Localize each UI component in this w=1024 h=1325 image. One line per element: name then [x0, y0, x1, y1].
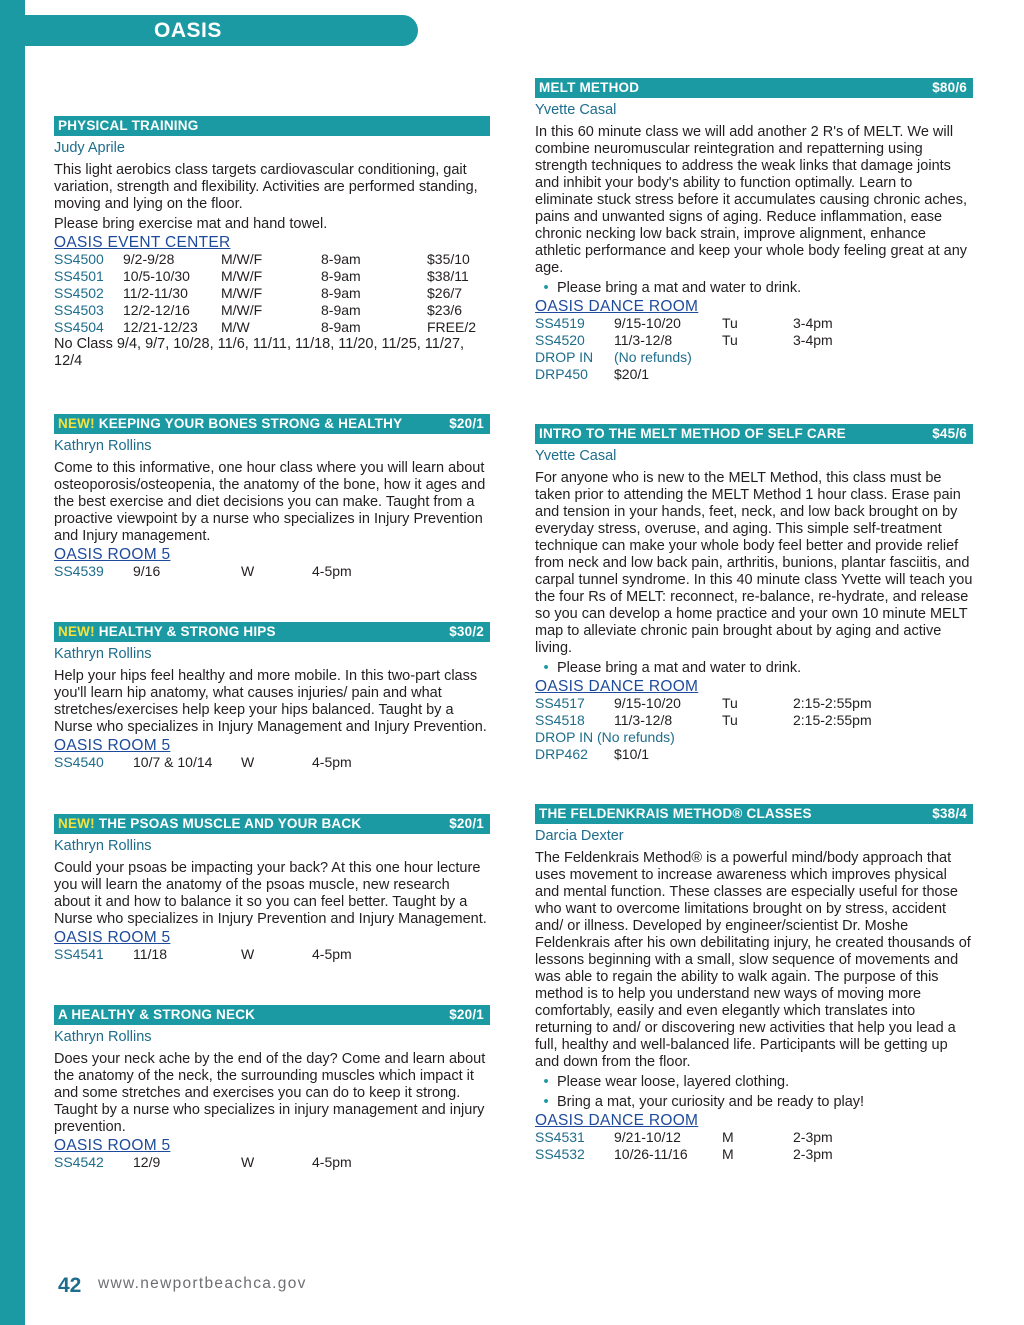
class-code: SS4531	[535, 1129, 585, 1145]
class-description: This light aerobics class targets cardiovascular conditioning, gait variation, strength and flexibility. Activities are performed standing, moving and lying on the floor.	[54, 162, 478, 212]
instructor-name: Kathryn Rollins	[54, 838, 152, 854]
class-physical-training	[54, 116, 490, 370]
class-days: M/W	[221, 319, 250, 335]
class-dates: 12/2-12/16	[123, 302, 190, 318]
class-title: A HEALTHY & STRONG NECK	[58, 1007, 256, 1022]
drop-in-fee: $20/1	[614, 366, 650, 382]
class-days: Tu	[722, 315, 738, 331]
bullet-item	[535, 660, 973, 677]
class-dates: 11/18	[133, 946, 167, 962]
bullet-item	[535, 1094, 973, 1111]
class-title: INTRO TO THE MELT METHOD OF SELF CARE	[539, 426, 846, 441]
class-days: M/W/F	[221, 251, 263, 267]
instructor-name: Judy Aprile	[54, 140, 125, 156]
class-dates: 9/2-9/28	[123, 251, 175, 267]
class-code: SS4532	[535, 1146, 585, 1162]
location-link[interactable]: OASIS ROOM 5	[54, 929, 171, 946]
schedule-row	[535, 695, 973, 712]
class-fee: $26/7	[427, 285, 463, 301]
class-description: Could your psoas be impacting your back? At this one hour lecture you will learn the anatomy of the psoas muscle, new research about it and how to balance it so you can feel better. Taught by a Nurse who specializes in Injury Prevention and Injury Management.	[54, 860, 487, 927]
drop-in-fee-row	[535, 746, 973, 763]
drop-in-row	[535, 349, 973, 366]
class-description: In this 60 minute class we will add another 2 R's of MELT. We will combine neuromuscular reintegration and repatterning using strength techniques to address the weak links that damage joints and inhibit your body's ability to function optimally. Learn to eliminate stuck stress before it accumulates causing chronic aches, pains and unwanted signs of aging. Reduce inflammation, ease chronic necking low back strain, improve alignment, enhance athletic performance and keep your whole body feeling great at any age.	[535, 124, 968, 276]
class-price: $80/6	[932, 80, 967, 95]
bullet-dot: •	[543, 1094, 549, 1110]
class-days: Tu	[722, 695, 738, 711]
bullet-dot: •	[543, 1074, 549, 1090]
new-badge: NEW!	[58, 624, 95, 639]
class-fee: $23/6	[427, 302, 463, 318]
schedule-row	[54, 946, 490, 963]
class-dates: 9/16	[133, 563, 161, 579]
class-title: HEALTHY & STRONG HIPS	[98, 624, 276, 639]
bullet-item	[535, 1074, 973, 1091]
class-description: For anyone who is new to the MELT Method, this class must be taken prior to attending the MELT Method 1 hour class. Erase pain and tension in your hands, feet, neck, and low back brought on by everyday stress, overuse, and aging. This simple self-treatment technique can make your whole body feel better and provide relief from neck and low back pain, arthritis, bunions, plantar fasciitis, and carpal tunnel syndrome. In this 40 minute class Yvette will teach you the four Rs of MELT: reconnect, re-balance, re-hydrate, and release so you can develop a home practice and your own 10 minute MELT map to alleviate chronic pain brought about by aging and active living.	[535, 470, 973, 656]
class-title-bar	[54, 814, 490, 834]
class-time: 4-5pm	[312, 946, 352, 962]
class-days: Tu	[722, 332, 738, 348]
class-dates: 9/21-10/12	[614, 1129, 681, 1145]
class-title-bar	[535, 78, 973, 98]
class-fee: FREE/2	[427, 319, 477, 335]
class-time: 8-9am	[321, 268, 361, 284]
bullet-dot: •	[543, 280, 549, 296]
class-price: $20/1	[449, 1007, 484, 1022]
drop-in-code: DRP450	[535, 366, 588, 382]
class-days: M	[722, 1146, 734, 1162]
page-number: 42	[58, 1274, 82, 1297]
class-code: SS4501	[54, 268, 104, 284]
location-link[interactable]: OASIS DANCE ROOM	[535, 678, 699, 695]
class-dates: 12/21-12/23	[123, 319, 198, 335]
schedule-row	[54, 251, 490, 268]
class-description: Help your hips feel healthy and more mobile. In this two-part class you'll learn hip anatomy, what causes injuries/ pain and what stretches/exercises help keep your hips balanced. Taught by a Nurse who specializes in Injury Management and Injury Prevention.	[54, 668, 487, 735]
bullet-text: Please wear loose, layered clothing.	[557, 1074, 790, 1090]
class-time: 2-3pm	[793, 1129, 833, 1145]
class-code: SS4500	[54, 251, 104, 267]
class-days: W	[241, 754, 255, 770]
class-title-bar	[54, 116, 490, 136]
class-title-bar	[54, 1005, 490, 1025]
class-time: 2-3pm	[793, 1146, 833, 1162]
class-code: SS4502	[54, 285, 104, 301]
drop-in-label: DROP IN	[535, 349, 594, 365]
class-price: $30/2	[449, 624, 484, 639]
drop-in-fee: $10/1	[614, 746, 650, 762]
class-time: 4-5pm	[312, 1154, 352, 1170]
class-days: M/W/F	[221, 268, 263, 284]
class-note: Please bring exercise mat and hand towel.	[54, 216, 328, 232]
class-days: W	[241, 946, 255, 962]
schedule-row	[54, 1154, 490, 1171]
instructor-name: Darcia Dexter	[535, 828, 624, 844]
class-description: Does your neck ache by the end of the day? Come and learn about the anatomy of the neck, the surrounding muscles which impact it and some stretches and exercises you can do to keep it strong. Taught by a nurse who specializes in injury management and injury prevention.	[54, 1051, 486, 1135]
class-code: SS4503	[54, 302, 104, 318]
class-title-bar	[535, 804, 973, 824]
class-title-bar	[54, 414, 490, 434]
class-days: M	[722, 1129, 734, 1145]
class-days: Tu	[722, 712, 738, 728]
class-code: SS4518	[535, 712, 585, 728]
class-days: W	[241, 1154, 255, 1170]
instructor-name: Kathryn Rollins	[54, 1029, 152, 1045]
class-code: SS4517	[535, 695, 585, 711]
class-intro-melt	[535, 424, 973, 763]
class-dates: 9/15-10/20	[614, 315, 681, 331]
schedule-row	[535, 712, 973, 729]
class-title-bar	[54, 622, 490, 642]
class-days: W	[241, 563, 255, 579]
instructor-name: Kathryn Rollins	[54, 646, 152, 662]
class-days: M/W/F	[221, 302, 263, 318]
class-description: The Feldenkrais Method® is a powerful mind/body approach that uses movement to increase awareness which improves physical and mental function. These classes are especially useful for those who want to overcome limitations brought on by stress, accident and/ or illness. Developed by engineer/scientist Dr. Moshe Feldenkrais after his own debilitating injury, he created thousands of lessons beginning with a small, slow sequence of movements and was able to regain the ability to walk again. The purpose of this method is to help you understand new ways of moving more comfortably, easily and even elegantly which translates into returning to and/ or discovering new activities that help you lead a full, healthy and well-balanced life. Participants will be getting up and down from the floor.	[535, 850, 971, 1070]
class-code: SS4519	[535, 315, 585, 331]
class-dates: 10/26-11/16	[614, 1146, 688, 1162]
class-neck	[54, 1005, 490, 1171]
schedule-row	[54, 319, 490, 336]
drop-in-label: DROP IN (No refunds)	[535, 729, 675, 745]
class-title: PHYSICAL TRAINING	[58, 118, 199, 133]
schedule-row	[535, 1129, 973, 1146]
bullet-text: Bring a mat, your curiosity and be ready to play!	[557, 1094, 865, 1110]
schedule-row	[535, 332, 973, 349]
schedule-row	[54, 563, 490, 580]
class-title: MELT METHOD	[539, 80, 640, 95]
bullet-text: Please bring a mat and water to drink.	[557, 280, 802, 296]
class-time: 3-4pm	[793, 315, 833, 331]
class-feldenkrais	[535, 804, 973, 1163]
class-time: 4-5pm	[312, 563, 352, 579]
class-dates: 11/3-12/8	[614, 332, 673, 348]
class-title-bar	[535, 424, 973, 444]
class-time: 8-9am	[321, 319, 361, 335]
class-price: $45/6	[932, 426, 967, 441]
class-time: 8-9am	[321, 285, 361, 301]
bullet-dot: •	[543, 660, 549, 676]
class-price: $38/4	[932, 806, 967, 821]
class-code: SS4540	[54, 754, 104, 770]
location-link[interactable]: OASIS DANCE ROOM	[535, 1112, 699, 1129]
class-time: 3-4pm	[793, 332, 833, 348]
new-badge: NEW!	[58, 816, 95, 831]
drop-in-fee-row	[535, 366, 973, 383]
class-code: SS4542	[54, 1154, 104, 1170]
location-link[interactable]: OASIS ROOM 5	[54, 546, 171, 563]
footer-url[interactable]: www.newportbeachca.gov	[98, 1275, 307, 1292]
class-time: 8-9am	[321, 302, 361, 318]
class-dates: 11/2-11/30	[123, 285, 188, 301]
instructor-name: Kathryn Rollins	[54, 438, 152, 454]
bullet-text: Please bring a mat and water to drink.	[557, 660, 802, 676]
class-time: 2:15-2:55pm	[793, 695, 872, 711]
schedule-row	[535, 315, 973, 332]
location-link[interactable]: OASIS ROOM 5	[54, 737, 171, 754]
instructor-name: Yvette Casal	[535, 448, 617, 464]
class-code: SS4541	[54, 946, 104, 962]
class-time: 4-5pm	[312, 754, 352, 770]
class-code: SS4539	[54, 563, 104, 579]
class-title: THE FELDENKRAIS METHOD® CLASSES	[539, 806, 812, 821]
class-title: KEEPING YOUR BONES STRONG & HEALTHY	[98, 416, 403, 431]
class-dates: 10/7 & 10/14	[133, 754, 213, 770]
drop-in-code: DRP462	[535, 746, 588, 762]
location-link[interactable]: OASIS ROOM 5	[54, 1137, 171, 1154]
no-refunds-label: (No refunds)	[614, 349, 692, 365]
class-fee: $38/11	[427, 268, 469, 284]
class-dates: 10/5-10/30	[123, 268, 190, 284]
schedule-row	[54, 302, 490, 319]
drop-in-row	[535, 729, 973, 746]
class-title: THE PSOAS MUSCLE AND YOUR BACK	[98, 816, 362, 831]
class-bones	[54, 414, 490, 580]
location-link[interactable]: OASIS EVENT CENTER	[54, 234, 231, 251]
schedule-row	[535, 1146, 973, 1163]
class-code: SS4504	[54, 319, 104, 335]
class-price: $20/1	[449, 416, 484, 431]
class-price: $20/1	[449, 816, 484, 831]
section-title: OASIS	[154, 19, 222, 42]
class-dates: 12/9	[133, 1154, 161, 1170]
class-dates: 9/15-10/20	[614, 695, 681, 711]
class-code: SS4520	[535, 332, 585, 348]
class-description: Come to this informative, one hour class where you will learn about osteoporosis/osteopenia, the anatomy of the bone, how it ages and the best exercise and diet decisions you can make. Taught from a proactive viewpoint by a nurse who specializes in Injury Prevention and Injury management.	[54, 460, 486, 544]
class-days: M/W/F	[221, 285, 263, 301]
instructor-name: Yvette Casal	[535, 102, 617, 118]
schedule-row	[54, 268, 490, 285]
new-badge: NEW!	[58, 416, 95, 431]
class-time: 8-9am	[321, 251, 361, 267]
schedule-row	[54, 285, 490, 302]
no-class-dates: No Class 9/4, 9/7, 10/28, 11/6, 11/11, 11/18, 11/20, 11/25, 11/27, 12/4	[54, 336, 465, 369]
schedule-row	[54, 754, 490, 771]
class-melt-method	[535, 78, 973, 383]
location-link[interactable]: OASIS DANCE ROOM	[535, 298, 699, 315]
class-dates: 11/3-12/8	[614, 712, 673, 728]
bullet-item	[535, 280, 973, 297]
class-hips	[54, 622, 490, 771]
side-accent-bar	[0, 0, 25, 1325]
class-time: 2:15-2:55pm	[793, 712, 872, 728]
class-fee: $35/10	[427, 251, 470, 267]
class-psoas	[54, 814, 490, 963]
